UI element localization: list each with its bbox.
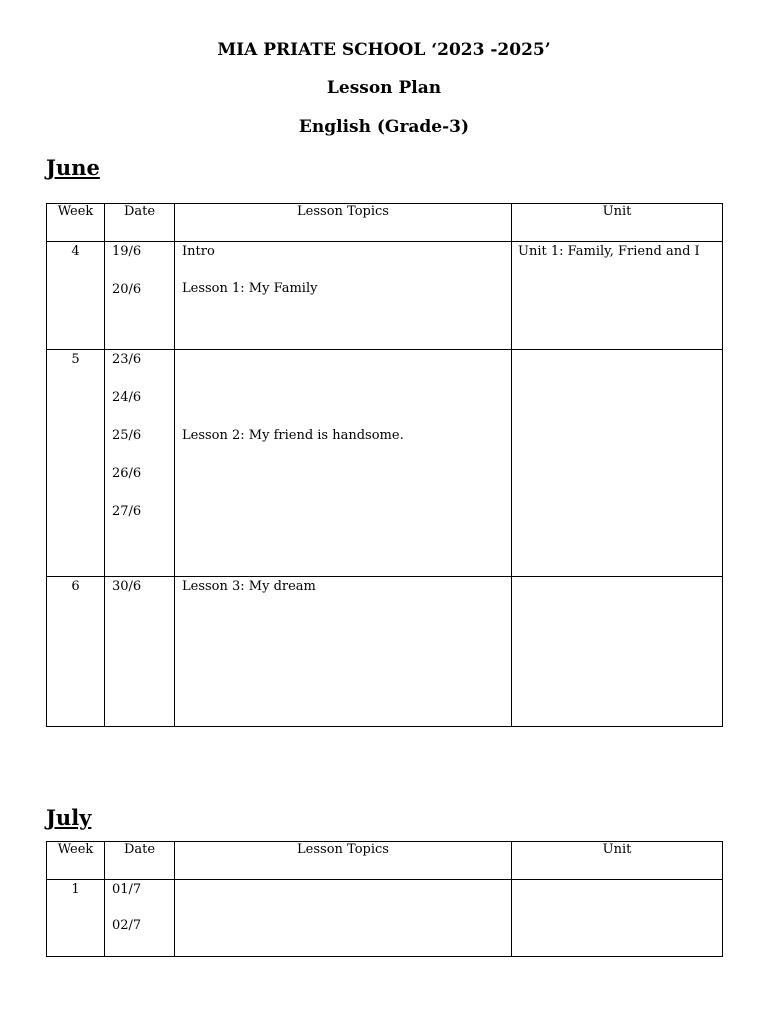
month-heading-june: June xyxy=(46,155,100,180)
week-number: 6 xyxy=(47,577,105,727)
unit-cell xyxy=(512,880,723,957)
topic-cell xyxy=(175,242,512,350)
date-value: 26/6 xyxy=(112,466,142,481)
date-value: 24/6 xyxy=(112,390,142,405)
column-header-date: Date xyxy=(105,204,175,242)
subject-title: English (Grade-3) xyxy=(298,117,470,137)
date-value: 19/6 xyxy=(112,244,142,259)
topic-text: Intro xyxy=(182,244,215,259)
date-cell xyxy=(105,350,175,577)
date-value: 25/6 xyxy=(112,428,142,443)
topic-text: Lesson 1: My Family xyxy=(182,281,318,296)
unit-cell xyxy=(512,577,723,727)
table-header-row xyxy=(47,204,723,242)
school-title: MIA PRIATE SCHOOL ‘2023 -2025’ xyxy=(217,40,551,60)
column-header-unit: Unit xyxy=(512,204,723,242)
unit-cell xyxy=(512,350,723,577)
topic-cell: Lesson 3: My dream xyxy=(175,577,512,727)
table-row xyxy=(47,577,723,727)
column-header-week: Week xyxy=(47,842,105,880)
topic-cell xyxy=(175,880,512,957)
date-value: 20/6 xyxy=(112,282,142,297)
table-row xyxy=(47,880,723,957)
column-header-topics: Lesson Topics xyxy=(175,842,512,880)
date-value: 23/6 xyxy=(112,352,142,367)
week-number: 5 xyxy=(47,350,105,577)
date-value: 01/7 xyxy=(112,882,142,897)
july-table xyxy=(46,841,723,957)
column-header-week: Week xyxy=(47,204,105,242)
date-cell xyxy=(105,577,175,727)
table-row xyxy=(47,242,723,350)
unit-cell: Unit 1: Family, Friend and I xyxy=(512,242,723,350)
column-header-topics: Lesson Topics xyxy=(175,204,512,242)
date-cell xyxy=(105,880,175,957)
column-header-unit: Unit xyxy=(512,842,723,880)
column-header-date: Date xyxy=(105,842,175,880)
lesson-plan-title: Lesson Plan xyxy=(326,78,442,98)
week-number: 1 xyxy=(47,880,105,957)
table-row xyxy=(47,350,723,577)
date-cell xyxy=(105,242,175,350)
date-value: 27/6 xyxy=(112,504,142,519)
table-header-row xyxy=(47,842,723,880)
date-value: 02/7 xyxy=(112,918,142,933)
month-heading-july: July xyxy=(46,805,92,830)
date-value: 30/6 xyxy=(112,579,142,594)
week-number: 4 xyxy=(47,242,105,350)
topic-cell: Lesson 2: My friend is handsome. xyxy=(175,350,512,577)
june-table xyxy=(46,203,723,727)
